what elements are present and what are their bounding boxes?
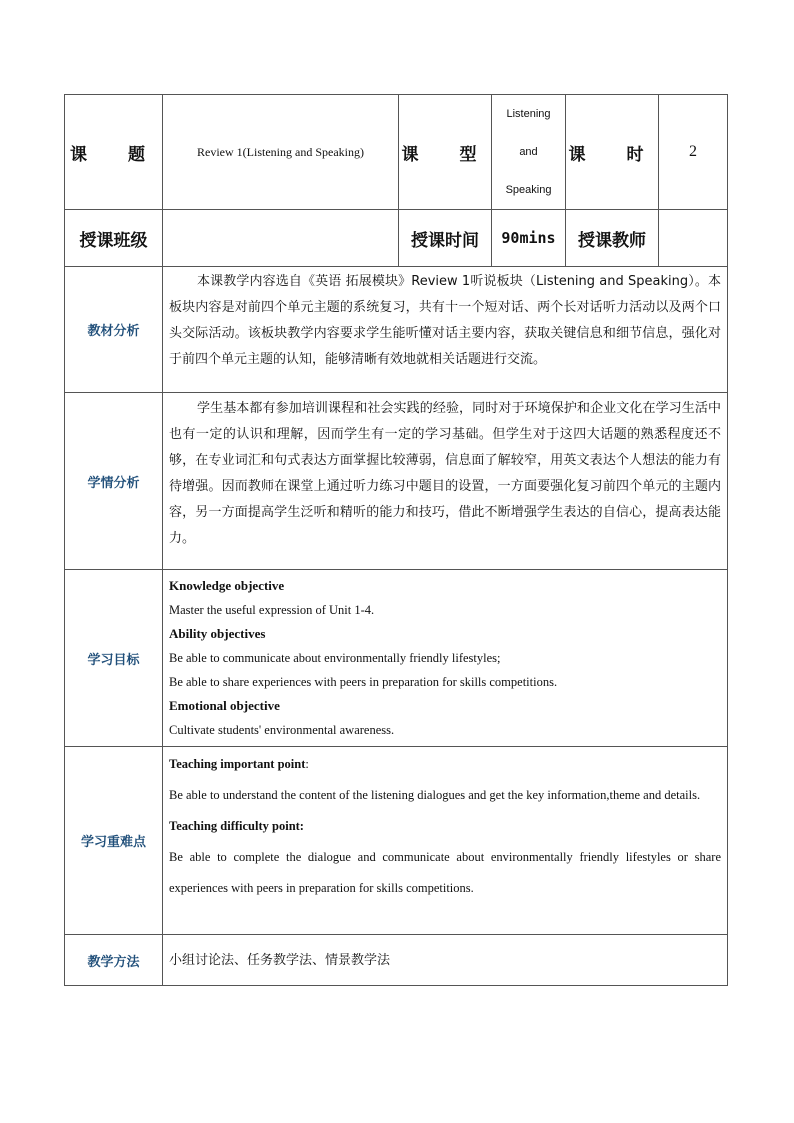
objectives-label: 学习目标 <box>65 570 163 747</box>
hours-label: 课 时 <box>566 95 659 210</box>
time-label: 授课时间 <box>399 210 492 267</box>
emotional-text: Cultivate students' environmental awareness. <box>169 723 395 737</box>
key-points-cell <box>163 747 728 935</box>
difficulty-text: Be able to complete the dialogue and communicate about environmentally friendly lifestyles or share experiences with peers in preparation for skills competitions. <box>169 850 721 895</box>
ability-item: Be able to share experiences with peers in preparation for skills competitions. <box>169 675 558 689</box>
ability-heading: Ability objectives <box>169 626 266 641</box>
methods-row <box>65 935 728 986</box>
hours-value: 2 <box>659 95 728 210</box>
key-points-row <box>65 747 728 935</box>
objectives-row <box>65 570 728 747</box>
students-cell <box>163 393 728 570</box>
type-value <box>492 95 566 210</box>
methods-text: 小组讨论法、任务教学法、情景教学法 <box>169 953 391 968</box>
objectives-content <box>163 570 727 746</box>
students-text: 学生基本都有参加培训课程和社会实践的经验，同时对于环境保护和企业文化在学习生活中也有一定的认识和理解，因而学生有一定的学习基础。但学生对于这四大话题的熟悉程度还不够，在专业词汇和句式表达方面掌握比较薄弱，信息面了解较窄，用英文表达个人想法的能力有待增强。因而教师在课堂上通过听力练习中题目的设置，一方面要强化复习前四个单元的主题内容，另一方面提高学生泛听和精听的能力和技巧，借此不断增强学生表达的自信心，提高表达能力。 <box>169 401 721 546</box>
topic-value: Review 1(Listening and Speaking) <box>163 95 399 210</box>
key-points-label: 学习重难点 <box>65 747 163 935</box>
teacher-label: 授课教师 <box>566 210 659 267</box>
time-value: 90mins <box>492 210 566 267</box>
important-text: Be able to understand the content of the listening dialogues and get the key information,theme and details. <box>169 788 701 802</box>
key-points-content <box>163 747 727 906</box>
header-row-2 <box>65 210 728 267</box>
methods-label: 教学方法 <box>65 935 163 986</box>
lesson-plan-table <box>64 94 728 986</box>
type-value-line-2: and <box>519 146 538 158</box>
methods-cell <box>163 935 728 986</box>
topic-label: 课 题 <box>65 95 163 210</box>
difficulty-heading: Teaching difficulty point: <box>169 819 304 833</box>
type-value-line-3: Speaking <box>505 184 552 196</box>
type-label: 课 型 <box>399 95 492 210</box>
material-row <box>65 267 728 393</box>
knowledge-heading: Knowledge objective <box>169 578 285 593</box>
students-row <box>65 393 728 570</box>
emotional-heading: Emotional objective <box>169 698 280 713</box>
teacher-value <box>659 210 728 267</box>
header-row-1 <box>65 95 728 210</box>
ability-item: Be able to communicate about environmentally friendly lifestyles; <box>169 651 501 665</box>
students-label: 学情分析 <box>65 393 163 570</box>
material-cell <box>163 267 728 393</box>
knowledge-text: Master the useful expression of Unit 1-4. <box>169 603 375 617</box>
class-value <box>163 210 399 267</box>
class-label: 授课班级 <box>65 210 163 267</box>
important-heading: Teaching important point: <box>169 757 309 771</box>
material-text: 本课教学内容选自《英语 拓展模块》Review 1听说板块（Listening and Speaking）。本板块内容是对前四个单元主题的系统复习，共有十一个短对话、两个长对话听力活动以及两个口头交际活动。该板块教学内容要求学生能听懂对话主要内容，获取关键信息和细节信息，强化对于前四个单元主题的认知，能够清晰有效地就相关话题进行交流。 <box>169 274 721 367</box>
material-label: 教材分析 <box>65 267 163 393</box>
type-value-line-1: Listening <box>506 108 551 120</box>
objectives-cell <box>163 570 728 747</box>
